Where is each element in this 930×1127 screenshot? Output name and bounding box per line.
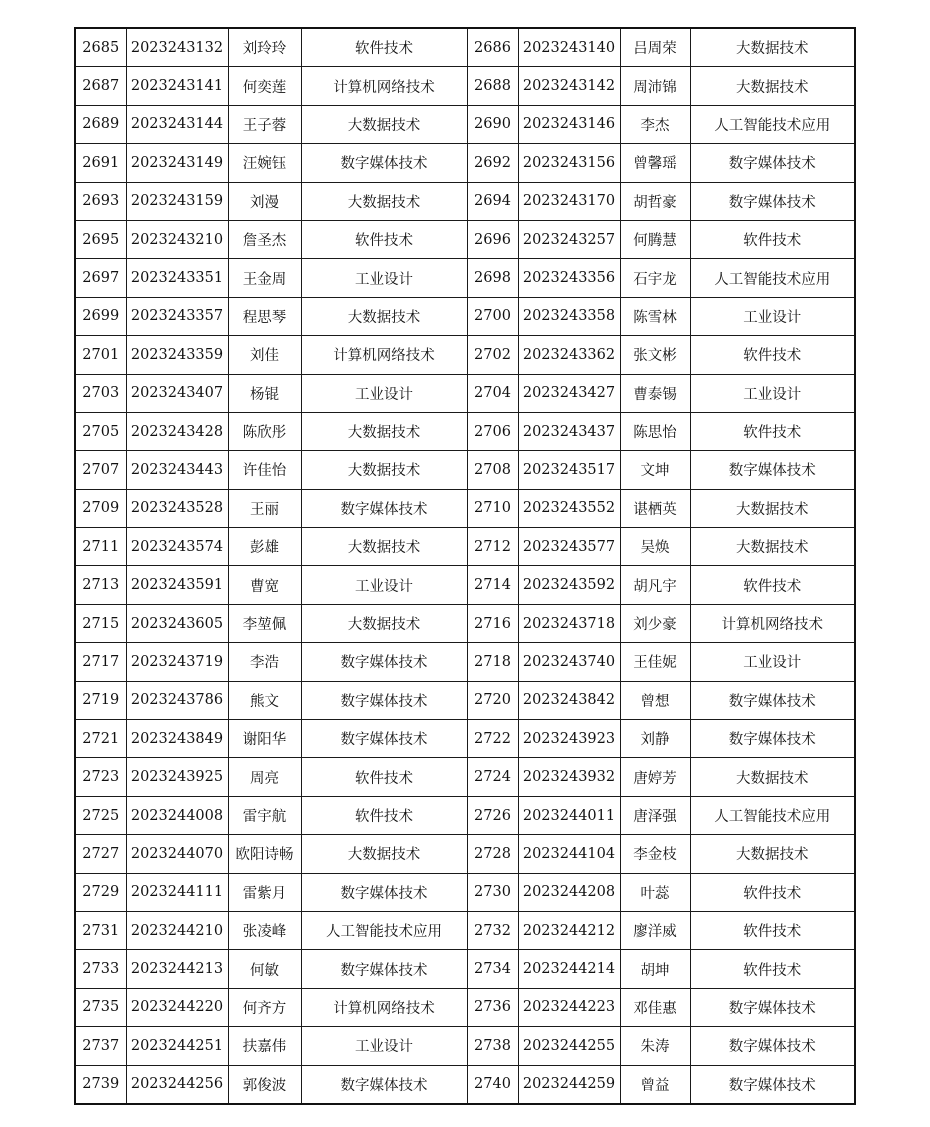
seq-number-cell: 2699 — [75, 297, 126, 335]
major-cell: 人工智能技术应用 — [690, 259, 855, 297]
seq-number-cell: 2730 — [467, 873, 518, 911]
student-id-cell: 2023243552 — [518, 489, 620, 527]
student-id-cell: 2023243932 — [518, 758, 620, 796]
student-name-cell: 何敏 — [228, 950, 301, 988]
table-row — [75, 835, 855, 873]
student-name-cell: 邓佳惠 — [620, 988, 690, 1026]
seq-number-cell: 2700 — [467, 297, 518, 335]
seq-number-cell: 2715 — [75, 604, 126, 642]
major-cell: 人工智能技术应用 — [690, 796, 855, 834]
seq-number-cell: 2702 — [467, 336, 518, 374]
student-name-cell: 何齐方 — [228, 988, 301, 1026]
major-cell: 人工智能技术应用 — [690, 105, 855, 143]
major-cell: 数字媒体技术 — [690, 1027, 855, 1065]
table-row — [75, 873, 855, 911]
seq-number-cell: 2720 — [467, 681, 518, 719]
major-cell: 数字媒体技术 — [301, 1065, 467, 1104]
student-id-cell: 2023243574 — [126, 528, 228, 566]
major-cell: 人工智能技术应用 — [301, 911, 467, 949]
student-id-cell: 2023243740 — [518, 643, 620, 681]
student-name-cell: 吕周荣 — [620, 28, 690, 67]
student-name-cell: 周沛锦 — [620, 67, 690, 105]
seq-number-cell: 2701 — [75, 336, 126, 374]
student-id-cell: 2023243437 — [518, 412, 620, 450]
student-name-cell: 刘静 — [620, 720, 690, 758]
major-cell: 大数据技术 — [301, 297, 467, 335]
seq-number-cell: 2732 — [467, 911, 518, 949]
student-id-cell: 2023244259 — [518, 1065, 620, 1104]
major-cell: 工业设计 — [301, 374, 467, 412]
table-row — [75, 566, 855, 604]
table-row — [75, 988, 855, 1026]
student-id-cell: 2023243357 — [126, 297, 228, 335]
student-id-cell: 2023243142 — [518, 67, 620, 105]
table-row — [75, 604, 855, 642]
major-cell: 数字媒体技术 — [301, 950, 467, 988]
table-row — [75, 643, 855, 681]
student-table — [74, 27, 856, 1105]
student-name-cell: 王丽 — [228, 489, 301, 527]
table-row — [75, 105, 855, 143]
student-id-cell: 2023243786 — [126, 681, 228, 719]
major-cell: 大数据技术 — [301, 105, 467, 143]
student-id-cell: 2023243592 — [518, 566, 620, 604]
seq-number-cell: 2713 — [75, 566, 126, 604]
seq-number-cell: 2687 — [75, 67, 126, 105]
seq-number-cell: 2718 — [467, 643, 518, 681]
student-id-cell: 2023243144 — [126, 105, 228, 143]
seq-number-cell: 2703 — [75, 374, 126, 412]
seq-number-cell: 2714 — [467, 566, 518, 604]
major-cell: 数字媒体技术 — [301, 144, 467, 182]
student-name-cell: 程思琴 — [228, 297, 301, 335]
seq-number-cell: 2721 — [75, 720, 126, 758]
major-cell: 软件技术 — [690, 412, 855, 450]
major-cell: 软件技术 — [301, 28, 467, 67]
seq-number-cell: 2693 — [75, 182, 126, 220]
table-row — [75, 1065, 855, 1104]
student-id-cell: 2023244104 — [518, 835, 620, 873]
seq-number-cell: 2716 — [467, 604, 518, 642]
student-name-cell: 陈欣彤 — [228, 412, 301, 450]
student-id-cell: 2023243170 — [518, 182, 620, 220]
student-id-cell: 2023243210 — [126, 220, 228, 258]
major-cell: 软件技术 — [690, 950, 855, 988]
major-cell: 数字媒体技术 — [690, 1065, 855, 1104]
major-cell: 计算机网络技术 — [301, 336, 467, 374]
student-name-cell: 吴焕 — [620, 528, 690, 566]
student-name-cell: 叶蕊 — [620, 873, 690, 911]
student-id-cell: 2023243356 — [518, 259, 620, 297]
seq-number-cell: 2694 — [467, 182, 518, 220]
student-id-cell: 2023243605 — [126, 604, 228, 642]
student-name-cell: 谢阳华 — [228, 720, 301, 758]
student-id-cell: 2023243159 — [126, 182, 228, 220]
major-cell: 大数据技术 — [690, 67, 855, 105]
seq-number-cell: 2734 — [467, 950, 518, 988]
student-id-cell: 2023243591 — [126, 566, 228, 604]
major-cell: 数字媒体技术 — [690, 720, 855, 758]
seq-number-cell: 2725 — [75, 796, 126, 834]
table-row — [75, 259, 855, 297]
seq-number-cell: 2740 — [467, 1065, 518, 1104]
major-cell: 软件技术 — [690, 566, 855, 604]
student-id-cell: 2023243149 — [126, 144, 228, 182]
major-cell: 软件技术 — [301, 796, 467, 834]
student-id-cell: 2023244070 — [126, 835, 228, 873]
seq-number-cell: 2690 — [467, 105, 518, 143]
major-cell: 大数据技术 — [301, 451, 467, 489]
student-list-sheet — [74, 27, 854, 1105]
seq-number-cell: 2737 — [75, 1027, 126, 1065]
seq-number-cell: 2738 — [467, 1027, 518, 1065]
major-cell: 工业设计 — [690, 643, 855, 681]
table-row — [75, 489, 855, 527]
major-cell: 大数据技术 — [301, 182, 467, 220]
seq-number-cell: 2717 — [75, 643, 126, 681]
student-name-cell: 曹宽 — [228, 566, 301, 604]
major-cell: 数字媒体技术 — [690, 988, 855, 1026]
table-row — [75, 412, 855, 450]
seq-number-cell: 2697 — [75, 259, 126, 297]
table-row — [75, 950, 855, 988]
student-id-cell: 2023244214 — [518, 950, 620, 988]
student-id-cell: 2023244213 — [126, 950, 228, 988]
seq-number-cell: 2719 — [75, 681, 126, 719]
student-name-cell: 陈雪林 — [620, 297, 690, 335]
seq-number-cell: 2698 — [467, 259, 518, 297]
major-cell: 大数据技术 — [690, 28, 855, 67]
student-id-cell: 2023243351 — [126, 259, 228, 297]
seq-number-cell: 2723 — [75, 758, 126, 796]
seq-number-cell: 2727 — [75, 835, 126, 873]
table-row — [75, 451, 855, 489]
table-row — [75, 681, 855, 719]
student-name-cell: 王金周 — [228, 259, 301, 297]
student-id-cell: 2023243443 — [126, 451, 228, 489]
student-id-cell: 2023243923 — [518, 720, 620, 758]
seq-number-cell: 2710 — [467, 489, 518, 527]
major-cell: 大数据技术 — [301, 604, 467, 642]
major-cell: 数字媒体技术 — [690, 681, 855, 719]
student-id-cell: 2023244111 — [126, 873, 228, 911]
seq-number-cell: 2695 — [75, 220, 126, 258]
seq-number-cell: 2707 — [75, 451, 126, 489]
major-cell: 软件技术 — [690, 911, 855, 949]
student-name-cell: 张文彬 — [620, 336, 690, 374]
major-cell: 数字媒体技术 — [690, 144, 855, 182]
student-id-cell: 2023243359 — [126, 336, 228, 374]
student-id-cell: 2023243427 — [518, 374, 620, 412]
seq-number-cell: 2704 — [467, 374, 518, 412]
student-id-cell: 2023244008 — [126, 796, 228, 834]
student-name-cell: 何奕莲 — [228, 67, 301, 105]
major-cell: 计算机网络技术 — [301, 988, 467, 1026]
student-name-cell: 李堃佩 — [228, 604, 301, 642]
seq-number-cell: 2686 — [467, 28, 518, 67]
student-table-body — [75, 28, 855, 1104]
student-name-cell: 王子蓉 — [228, 105, 301, 143]
major-cell: 数字媒体技术 — [301, 489, 467, 527]
seq-number-cell: 2705 — [75, 412, 126, 450]
student-name-cell: 雷紫月 — [228, 873, 301, 911]
student-name-cell: 李浩 — [228, 643, 301, 681]
seq-number-cell: 2728 — [467, 835, 518, 873]
student-name-cell: 文坤 — [620, 451, 690, 489]
major-cell: 大数据技术 — [690, 758, 855, 796]
student-id-cell: 2023243517 — [518, 451, 620, 489]
student-id-cell: 2023243362 — [518, 336, 620, 374]
student-id-cell: 2023244251 — [126, 1027, 228, 1065]
student-id-cell: 2023243141 — [126, 67, 228, 105]
seq-number-cell: 2736 — [467, 988, 518, 1026]
major-cell: 数字媒体技术 — [690, 182, 855, 220]
student-name-cell: 雷宇航 — [228, 796, 301, 834]
student-id-cell: 2023243925 — [126, 758, 228, 796]
seq-number-cell: 2722 — [467, 720, 518, 758]
major-cell: 工业设计 — [301, 259, 467, 297]
seq-number-cell: 2731 — [75, 911, 126, 949]
student-id-cell: 2023243528 — [126, 489, 228, 527]
student-name-cell: 曾益 — [620, 1065, 690, 1104]
student-id-cell: 2023244210 — [126, 911, 228, 949]
major-cell: 软件技术 — [301, 220, 467, 258]
student-name-cell: 曹泰锡 — [620, 374, 690, 412]
student-name-cell: 郭俊波 — [228, 1065, 301, 1104]
student-id-cell: 2023243842 — [518, 681, 620, 719]
seq-number-cell: 2724 — [467, 758, 518, 796]
seq-number-cell: 2691 — [75, 144, 126, 182]
student-id-cell: 2023243428 — [126, 412, 228, 450]
student-name-cell: 廖洋威 — [620, 911, 690, 949]
table-row — [75, 796, 855, 834]
student-name-cell: 周亮 — [228, 758, 301, 796]
student-id-cell: 2023243407 — [126, 374, 228, 412]
major-cell: 大数据技术 — [690, 835, 855, 873]
student-name-cell: 何腾慧 — [620, 220, 690, 258]
student-id-cell: 2023244208 — [518, 873, 620, 911]
student-id-cell: 2023243719 — [126, 643, 228, 681]
student-id-cell: 2023243257 — [518, 220, 620, 258]
table-row — [75, 758, 855, 796]
student-name-cell: 刘漫 — [228, 182, 301, 220]
student-name-cell: 唐泽强 — [620, 796, 690, 834]
table-row — [75, 911, 855, 949]
table-row — [75, 220, 855, 258]
student-name-cell: 李金枝 — [620, 835, 690, 873]
table-row — [75, 144, 855, 182]
table-row — [75, 1027, 855, 1065]
student-name-cell: 石宇龙 — [620, 259, 690, 297]
major-cell: 数字媒体技术 — [301, 873, 467, 911]
seq-number-cell: 2711 — [75, 528, 126, 566]
major-cell: 数字媒体技术 — [301, 720, 467, 758]
student-name-cell: 李杰 — [620, 105, 690, 143]
major-cell: 大数据技术 — [690, 528, 855, 566]
student-id-cell: 2023243146 — [518, 105, 620, 143]
student-name-cell: 杨锟 — [228, 374, 301, 412]
student-name-cell: 王佳妮 — [620, 643, 690, 681]
major-cell: 数字媒体技术 — [301, 681, 467, 719]
major-cell: 计算机网络技术 — [301, 67, 467, 105]
major-cell: 数字媒体技术 — [301, 643, 467, 681]
student-name-cell: 谌栖英 — [620, 489, 690, 527]
seq-number-cell: 2739 — [75, 1065, 126, 1104]
seq-number-cell: 2708 — [467, 451, 518, 489]
major-cell: 数字媒体技术 — [690, 451, 855, 489]
seq-number-cell: 2696 — [467, 220, 518, 258]
student-name-cell: 张凌峰 — [228, 911, 301, 949]
student-id-cell: 2023243156 — [518, 144, 620, 182]
student-name-cell: 唐婷芳 — [620, 758, 690, 796]
major-cell: 工业设计 — [301, 1027, 467, 1065]
seq-number-cell: 2709 — [75, 489, 126, 527]
student-id-cell: 2023244256 — [126, 1065, 228, 1104]
student-name-cell: 刘玲玲 — [228, 28, 301, 67]
major-cell: 软件技术 — [690, 873, 855, 911]
student-name-cell: 许佳怡 — [228, 451, 301, 489]
student-id-cell: 2023243718 — [518, 604, 620, 642]
student-name-cell: 彭雄 — [228, 528, 301, 566]
major-cell: 软件技术 — [690, 220, 855, 258]
student-name-cell: 胡凡宇 — [620, 566, 690, 604]
seq-number-cell: 2692 — [467, 144, 518, 182]
student-id-cell: 2023243132 — [126, 28, 228, 67]
table-row — [75, 67, 855, 105]
major-cell: 软件技术 — [690, 336, 855, 374]
table-row — [75, 182, 855, 220]
major-cell: 大数据技术 — [301, 528, 467, 566]
student-name-cell: 欧阳诗畅 — [228, 835, 301, 873]
table-row — [75, 297, 855, 335]
student-id-cell: 2023244220 — [126, 988, 228, 1026]
student-name-cell: 曾馨瑶 — [620, 144, 690, 182]
major-cell: 软件技术 — [301, 758, 467, 796]
seq-number-cell: 2688 — [467, 67, 518, 105]
student-id-cell: 2023244011 — [518, 796, 620, 834]
student-name-cell: 刘佳 — [228, 336, 301, 374]
major-cell: 计算机网络技术 — [690, 604, 855, 642]
student-name-cell: 刘少豪 — [620, 604, 690, 642]
seq-number-cell: 2685 — [75, 28, 126, 67]
major-cell: 工业设计 — [301, 566, 467, 604]
student-name-cell: 汪婉钰 — [228, 144, 301, 182]
student-id-cell: 2023244223 — [518, 988, 620, 1026]
major-cell: 大数据技术 — [690, 489, 855, 527]
seq-number-cell: 2733 — [75, 950, 126, 988]
student-id-cell: 2023244212 — [518, 911, 620, 949]
student-name-cell: 曾想 — [620, 681, 690, 719]
student-name-cell: 陈思怡 — [620, 412, 690, 450]
student-name-cell: 熊文 — [228, 681, 301, 719]
seq-number-cell: 2735 — [75, 988, 126, 1026]
major-cell: 大数据技术 — [301, 412, 467, 450]
student-id-cell: 2023243140 — [518, 28, 620, 67]
student-id-cell: 2023243358 — [518, 297, 620, 335]
student-id-cell: 2023243849 — [126, 720, 228, 758]
table-row — [75, 336, 855, 374]
seq-number-cell: 2712 — [467, 528, 518, 566]
student-name-cell: 扶嘉伟 — [228, 1027, 301, 1065]
student-name-cell: 胡哲豪 — [620, 182, 690, 220]
major-cell: 大数据技术 — [301, 835, 467, 873]
student-name-cell: 朱涛 — [620, 1027, 690, 1065]
seq-number-cell: 2726 — [467, 796, 518, 834]
student-name-cell: 詹圣杰 — [228, 220, 301, 258]
table-row — [75, 374, 855, 412]
student-name-cell: 胡坤 — [620, 950, 690, 988]
seq-number-cell: 2706 — [467, 412, 518, 450]
seq-number-cell: 2729 — [75, 873, 126, 911]
table-row — [75, 528, 855, 566]
student-id-cell: 2023243577 — [518, 528, 620, 566]
table-row — [75, 28, 855, 67]
major-cell: 工业设计 — [690, 297, 855, 335]
major-cell: 工业设计 — [690, 374, 855, 412]
table-row — [75, 720, 855, 758]
seq-number-cell: 2689 — [75, 105, 126, 143]
student-id-cell: 2023244255 — [518, 1027, 620, 1065]
